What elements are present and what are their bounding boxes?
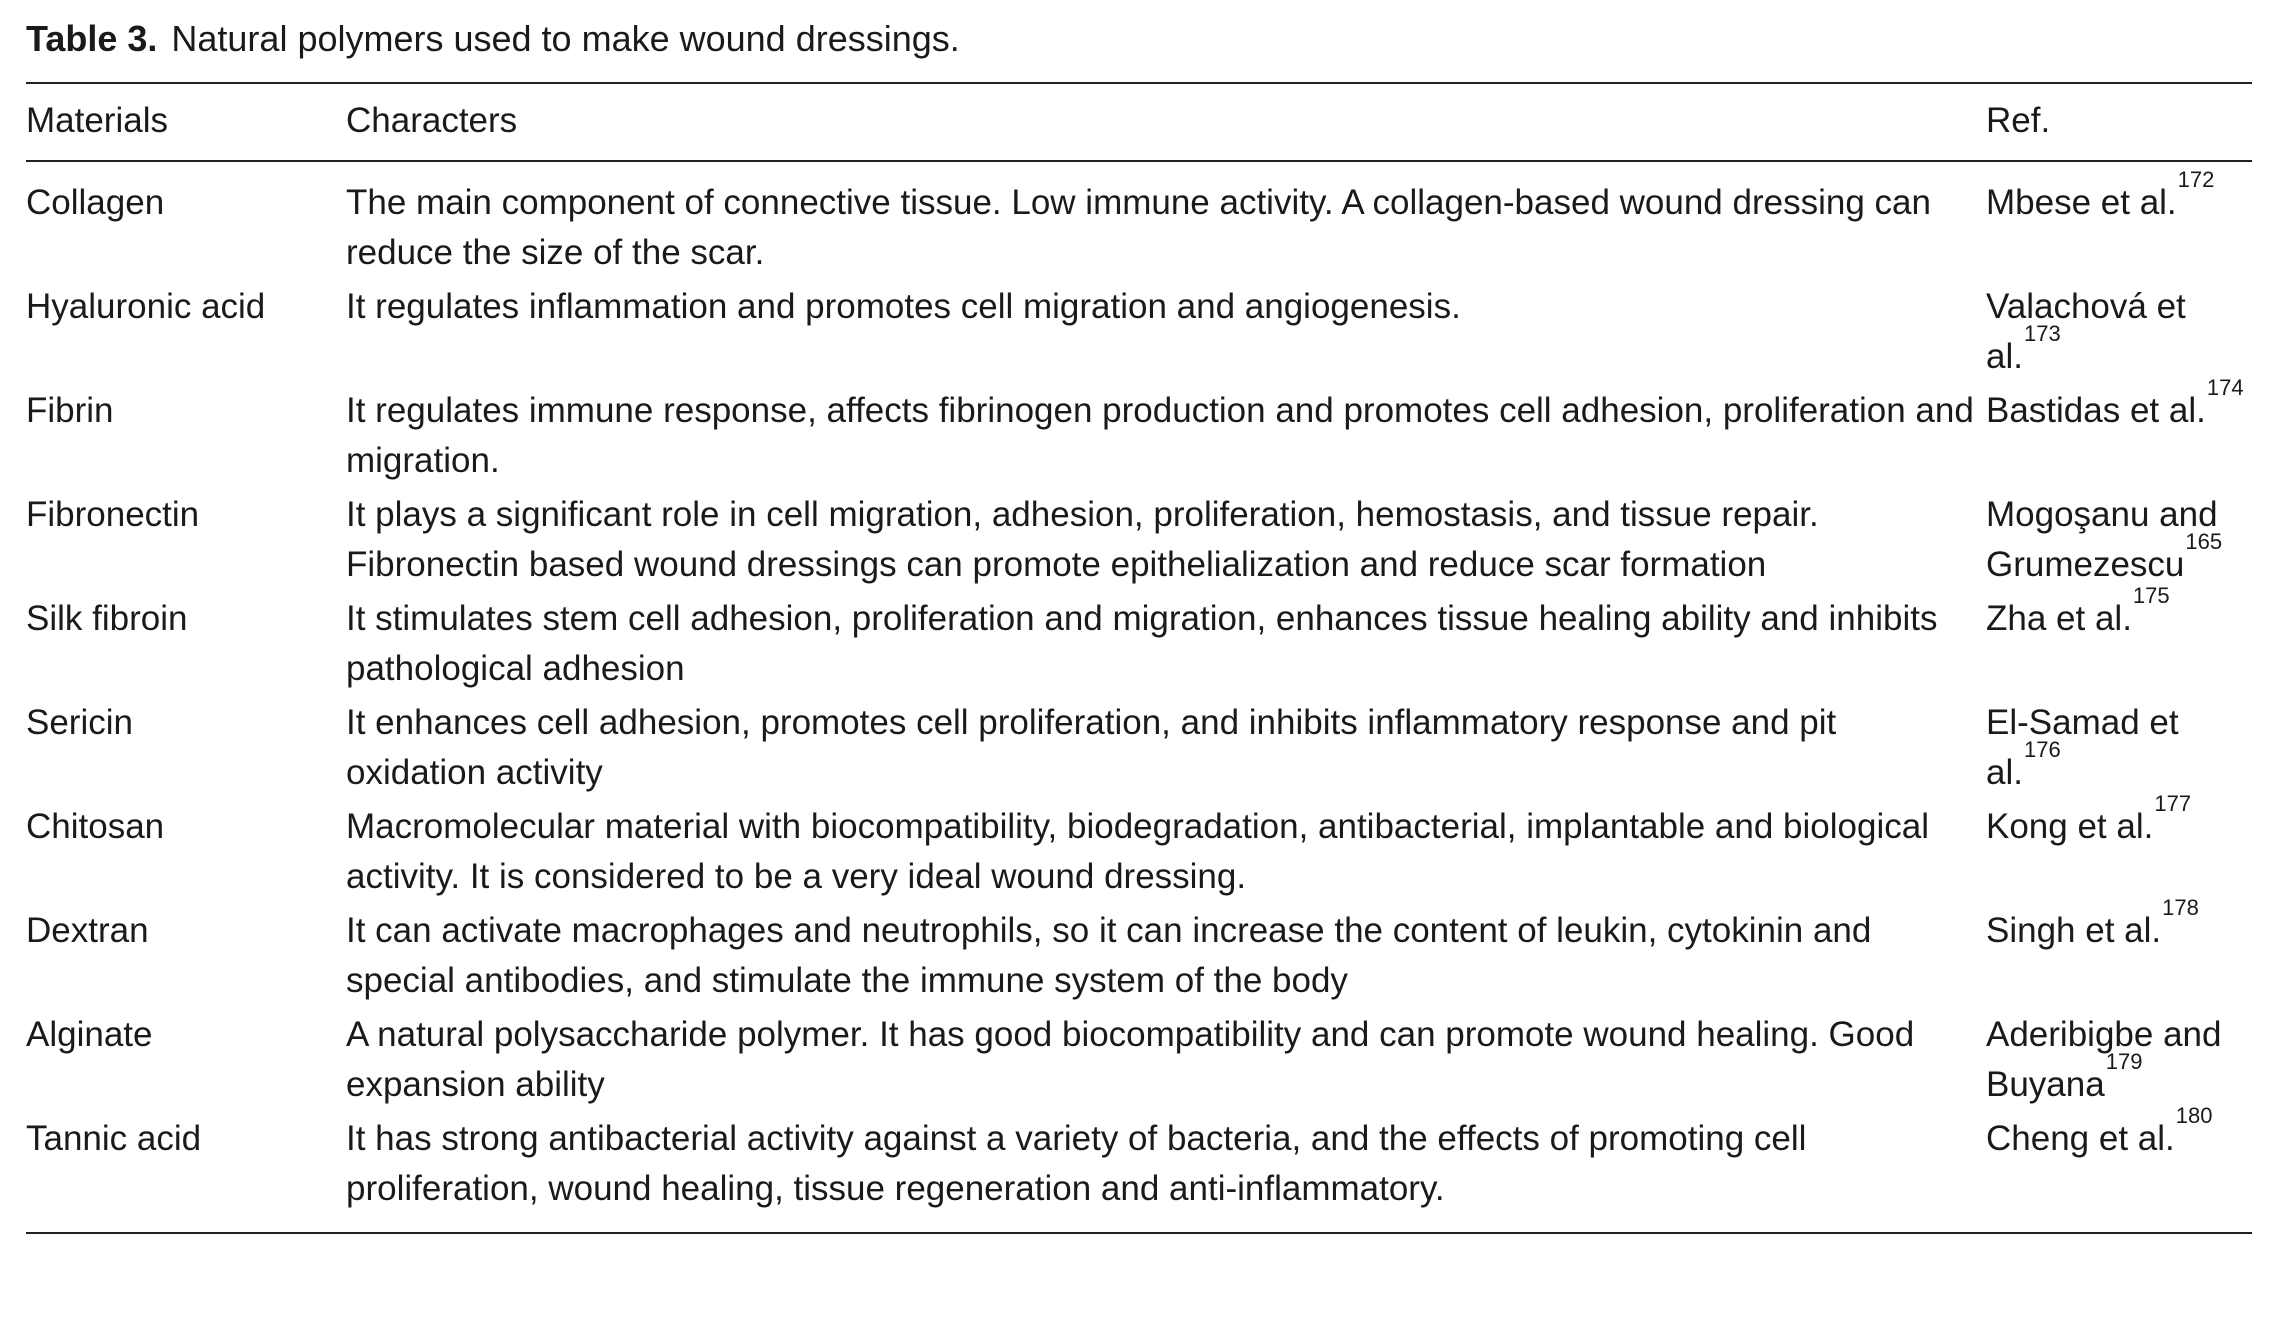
cell-characters: It plays a significant role in cell migration, adhesion, proliferation, hemostasis, and tissue repair. Fibronectin based wound dressings can promote epithelialization and reduce scar formation (346, 495, 1819, 584)
cell-material: Dextran (26, 911, 149, 950)
ref-number: 172 (2177, 167, 2215, 193)
ref-authors: Kong et al. (1986, 807, 2154, 846)
cell-characters: The main component of connective tissue. Low immune activity. A collagen-based wound dressing can reduce the size of the scar. (346, 183, 1931, 272)
table-caption-label: Table 3. (26, 18, 158, 59)
ref-number: 174 (2206, 375, 2244, 401)
cell-material: Hyaluronic acid (26, 287, 266, 326)
header-ref: Ref. (1986, 101, 2051, 140)
cell-ref (1986, 791, 2252, 906)
cell-ref (1986, 895, 2252, 1010)
cell-material: Chitosan (26, 807, 165, 846)
cell-material: Fibronectin (26, 495, 200, 534)
cell-ref (1986, 1103, 2252, 1232)
ref-authors: Mogoşanu and Grumezescu (1986, 495, 2218, 584)
cell-ref (1986, 375, 2252, 490)
table-row (26, 594, 2252, 698)
cell-material: Sericin (26, 703, 133, 742)
cell-ref (1986, 583, 2252, 698)
table-row (26, 1010, 2252, 1114)
table-row (26, 698, 2252, 802)
cell-characters: A natural polysaccharide polymer. It has good biocompatibility and can promote wound healing. Good expansion ability (346, 1015, 1915, 1104)
ref-number: 175 (2132, 583, 2170, 609)
ref-authors: Aderibigbe and Buyana (1986, 1015, 2222, 1104)
ref-authors: Zha et al. (1986, 599, 2132, 638)
cell-ref (1986, 1010, 2252, 1114)
cell-material: Alginate (26, 1015, 153, 1054)
cell-ref (1986, 161, 2252, 282)
header-materials: Materials (26, 101, 168, 140)
table-caption (26, 14, 2252, 72)
ref-authors: Valachová et al. (1986, 287, 2186, 376)
table-row (26, 161, 2252, 282)
cell-material: Collagen (26, 183, 165, 222)
ref-authors: Singh et al. (1986, 911, 2162, 950)
cell-ref (1986, 698, 2252, 802)
ref-authors: El-Samad et al. (1986, 703, 2179, 792)
cell-characters: It stimulates stem cell adhesion, proliferation and migration, enhances tissue healing ability and inhibits pathological adhesion (346, 599, 1938, 688)
cell-characters: It can activate macrophages and neutrophils, so it can increase the content of leukin, cytokinin and special antibodies, and stimulate the immune system of the body (346, 911, 1872, 1000)
ref-number: 178 (2162, 895, 2199, 921)
table-row (26, 386, 2252, 490)
header-row (26, 84, 2252, 161)
table-row (26, 802, 2252, 906)
cell-ref (1986, 490, 2252, 594)
table-row (26, 282, 2252, 386)
cell-material: Fibrin (26, 391, 114, 430)
header-characters: Characters (346, 101, 518, 140)
cell-material: Tannic acid (26, 1119, 202, 1158)
table-row (26, 1114, 2252, 1232)
ref-number: 177 (2154, 791, 2192, 817)
cell-characters: It enhances cell adhesion, promotes cell proliferation, and inhibits inflammatory response and pit oxidation activity (346, 703, 1837, 792)
cell-material: Silk fibroin (26, 599, 188, 638)
ref-number: 179 (2105, 1049, 2143, 1075)
table-container (26, 14, 2252, 1234)
ref-number: 176 (2023, 737, 2061, 763)
table-caption-text: Natural polymers used to make wound dressings. (171, 18, 960, 59)
cell-characters: Macromolecular material with biocompatibility, biodegradation, antibacterial, implantable and biological activity. It is considered to be a very ideal wound dressing. (346, 807, 1929, 896)
ref-authors: Bastidas et al. (1986, 391, 2206, 430)
cell-characters: It regulates inflammation and promotes cell migration and angiogenesis. (346, 287, 1461, 326)
cell-characters: It has strong antibacterial activity against a variety of bacteria, and the effects of promoting cell proliferation, wound healing, tissue regeneration and anti-inflammatory. (346, 1119, 1807, 1208)
ref-number: 165 (2185, 529, 2223, 555)
ref-number: 180 (2175, 1103, 2213, 1129)
cell-characters: It regulates immune response, affects fibrinogen production and promotes cell adhesion, proliferation and migration. (346, 391, 1974, 480)
polymers-table (26, 84, 2252, 1232)
cell-ref (1986, 282, 2252, 386)
ref-authors: Mbese et al. (1986, 183, 2177, 222)
ref-number: 173 (2023, 321, 2061, 347)
ref-authors: Cheng et al. (1986, 1119, 2175, 1158)
table-row (26, 490, 2252, 594)
table-body (26, 161, 2252, 1232)
bottom-rule (26, 1232, 2252, 1234)
table-row (26, 906, 2252, 1010)
